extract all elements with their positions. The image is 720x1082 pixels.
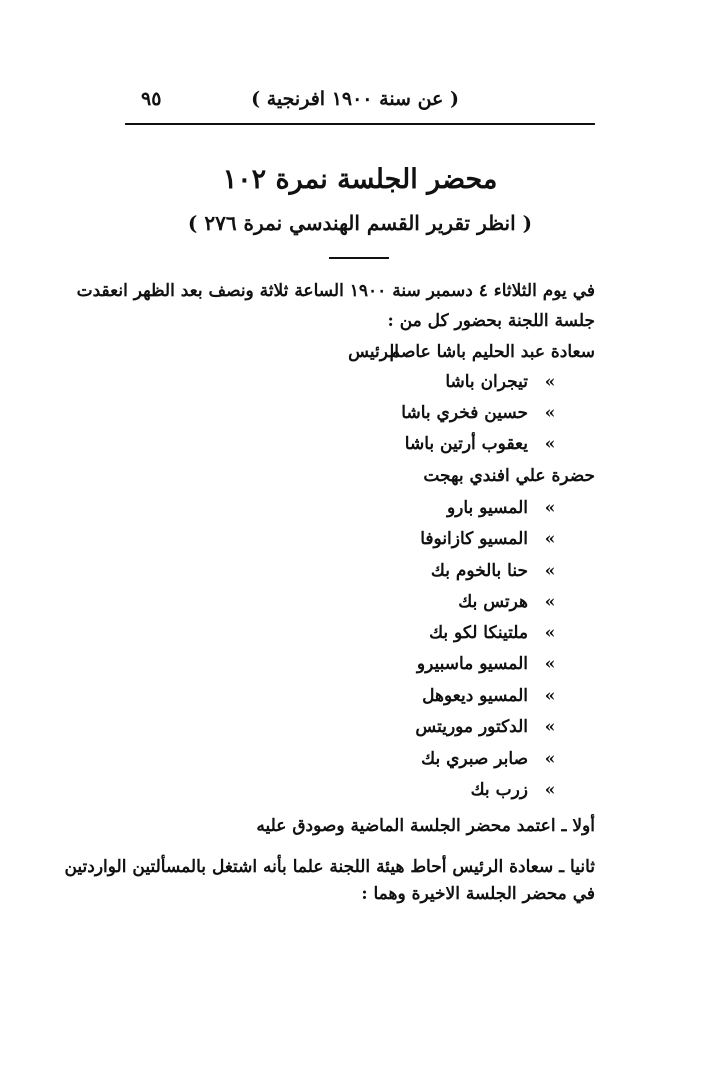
title-divider bbox=[329, 257, 389, 259]
header-rule bbox=[125, 123, 595, 125]
ditto-mark: » bbox=[544, 498, 556, 518]
attendee-member bbox=[415, 717, 560, 741]
attendee-member bbox=[405, 434, 560, 458]
paragraph-second-line-1: ثانيا ـ سعادة الرئيس أحاط هيئة اللجنة علما بأنه اشتغل بالمسألتين الواردتين bbox=[64, 857, 595, 877]
ditto-mark: » bbox=[544, 434, 556, 454]
member-name: ملتينكا لكو بك bbox=[429, 623, 528, 643]
page-number: ٩٥ bbox=[141, 88, 162, 110]
ditto-mark: » bbox=[544, 717, 556, 737]
member-name: زرب بك bbox=[470, 780, 528, 800]
member-name: يعقوب أرتين باشا bbox=[404, 434, 528, 454]
attendee-member bbox=[458, 592, 560, 616]
ditto-mark: » bbox=[544, 686, 556, 706]
attendee-member bbox=[447, 498, 560, 522]
ditto-mark: » bbox=[544, 654, 556, 674]
attendee-secretary: حضرة علي افندي بهجت bbox=[423, 466, 595, 486]
ditto-mark: » bbox=[544, 372, 556, 392]
attendee-member bbox=[420, 529, 560, 553]
attendee-member bbox=[422, 686, 560, 710]
running-title: ( عن سنة ١٩٠٠ افرنجية ) bbox=[251, 88, 459, 110]
attendee-member bbox=[421, 749, 560, 773]
member-name: المسيو كازانوفا bbox=[420, 529, 528, 549]
ditto-mark: » bbox=[544, 561, 556, 581]
session-subtitle: ( انظر تقرير القسم الهندسي نمرة ٢٧٦ ) bbox=[187, 211, 533, 235]
member-name: هرتس بك bbox=[458, 592, 528, 612]
member-name: تيجران باشا bbox=[445, 372, 528, 392]
ditto-mark: » bbox=[544, 623, 556, 643]
member-name: الدكتور موريتس bbox=[415, 717, 528, 737]
member-name: المسيو ماسبيرو bbox=[416, 654, 528, 674]
paragraph-second-line-2: في محضر الجلسة الاخيرة وهما : bbox=[361, 884, 595, 904]
session-title: محضر الجلسة نمرة ١٠٢ bbox=[222, 164, 498, 195]
member-name: صابر صبري بك bbox=[421, 749, 528, 769]
attendee-member bbox=[429, 623, 560, 647]
member-name: المسيو بارو bbox=[446, 498, 528, 518]
member-name: المسيو ديعوهل bbox=[422, 686, 528, 706]
page-header bbox=[125, 86, 595, 122]
attendee-member bbox=[445, 372, 560, 396]
member-name: حسين فخري باشا bbox=[401, 403, 528, 423]
ditto-mark: » bbox=[544, 780, 556, 800]
president-name: سعادة عبد الحليم باشا عاصم bbox=[389, 342, 595, 362]
intro-line-1: في يوم الثلاثاء ٤ دسمبر سنة ١٩٠٠ الساعة ثلاثة ونصف بعد الظهر انعقدت bbox=[76, 281, 595, 301]
attendee-member bbox=[471, 780, 560, 804]
ditto-mark: » bbox=[544, 592, 556, 612]
attendee-member bbox=[401, 403, 560, 427]
president-role: الرئيس bbox=[348, 342, 399, 362]
ditto-mark: » bbox=[544, 529, 556, 549]
member-name: حنا بالخوم بك bbox=[430, 561, 528, 581]
paragraph-first: أولا ـ اعتمد محضر الجلسة الماضية وصودق عليه bbox=[256, 816, 595, 836]
attendee-member bbox=[417, 654, 560, 678]
intro-line-2: جلسة اللجنة بحضور كل من : bbox=[387, 311, 595, 331]
attendee-member bbox=[431, 561, 560, 585]
attendee-president bbox=[295, 342, 595, 366]
ditto-mark: » bbox=[544, 749, 556, 769]
ditto-mark: » bbox=[544, 403, 556, 423]
